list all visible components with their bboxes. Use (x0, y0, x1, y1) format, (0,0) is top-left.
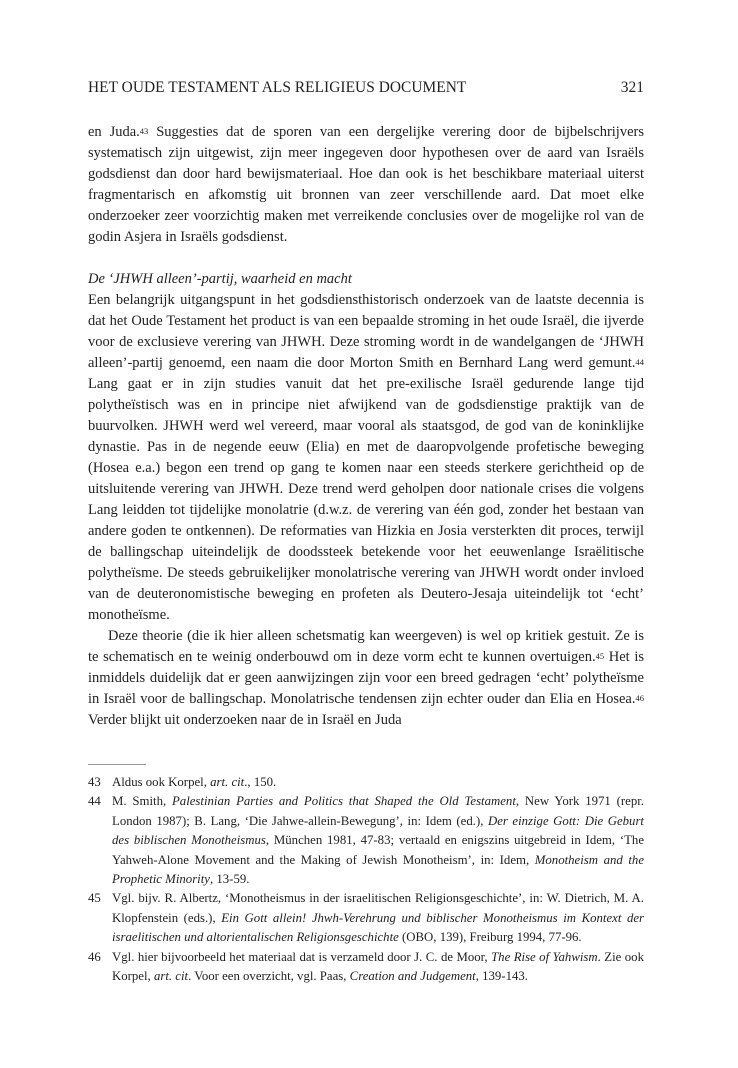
paragraph-text: Deze theorie (die ik hier alleen schetsmatig kan weergeven) is wel op kritiek gestuit. Ze is te schematisch en te weinig onderbouwd om in deze vorm echt te kunnen overtuigen. (88, 628, 644, 665)
footnote-text: Vgl. hier bijvoorbeeld het materiaal dat is verzameld door J. C. de Moor, The Rise of Yahwism. Zie ook Korpel, art. cit. Voor een overzicht, vgl. Paas, Creation and Judgement, 139-143. (112, 949, 644, 984)
running-header (88, 78, 644, 98)
paragraph-continuation (88, 122, 644, 248)
footnote-46 (88, 948, 644, 987)
paragraph-text: Suggesties dat de sporen van een dergelijke verering door de bijbelschrijvers systematisch zijn uitgewist, zijn meer ingegeven door hypothesen over de aard van Israëls godsdienst dan door hard bewijsmateriaal. Hoe dan ook is het beschikbare materiaal uiterst fragmentarisch en afkomstig uit bronnen van zeer verschillende aard. Dat moet elke onderzoeker zeer voorzichtig maken met verreikende conclusies over de mogelijke rol van de godin Asjera in Israëls godsdienst. (88, 124, 644, 245)
footnote-number: 44 (88, 794, 101, 809)
paragraph-text: Verder blijkt uit onderzoeken naar de in Israël en Juda (88, 712, 402, 728)
footnote-ref-44[interactable]: 44 (635, 357, 644, 367)
body-text (88, 122, 644, 731)
footnote-number: 46 (88, 949, 101, 964)
paragraph-text: Lang gaat er in zijn studies vanuit dat het pre-exilische Israël gedurende lange tijd polytheïstisch was en in principe niet afwijkend van de godsdienstige praktijk van de buurvolken. JHWH werd wel vereerd, maar vooral als staatsgod, de god van de koninklijke dynastie. Pas in de negende eeuw (Elia) en met de daaropvolgende profetische beweging (Hosea e.a.) begon een trend op gang te komen naar een steeds sterkere gerichtheid op de uitsluitende verering van JHWH. Deze trend werd geholpen door nationale crises die volgens Lang leidden tot tijdelijke monolatrie (d.w.z. de verering van één god, zonder het bestaan van andere goden te ontkennen). De reformaties van Hizkia en Josia versterkten dit proces, terwijl de ballingschap uiteindelijk de doodssteek betekende voor het eeuwenlange Israëlitische polytheïsme. De steeds gebruikelijker monolatrische verering van JHWH wordt onder invloed van de deuteronomistische beweging en profeten als Deutero-Jesaja uiteindelijk tot ‘echt’ monotheïsme. (88, 376, 644, 623)
footnote-ref-43[interactable]: 43 (139, 126, 149, 136)
footnote-number: 45 (88, 891, 101, 906)
footnote-text: Aldus ook Korpel, art. cit., 150. (112, 775, 277, 789)
footnote-43 (88, 773, 644, 792)
footnote-ref-45[interactable]: 45 (595, 651, 605, 661)
footnote-text: M. Smith, Palestinian Parties and Politics that Shaped the Old Testament, New York 1971 (repr. London 1987); B. Lang, ‘Die Jahwe-allein-Bewegung’, in: Idem (ed.), Der einzige Gott: Die Geburt des biblischen Monotheismus, München 1981, 47-83; vertaald en enigszins uitgebreid in Idem, ‘The Yahweh-Alone Movement and the Making of Jewish Monotheism’, in: Idem, Monotheism and the Prophetic Minority, 13-59. (112, 794, 645, 887)
footnote-text: Vgl. bijv. R. Albertz, ‘Monotheismus in der israelitischen Religionsgeschichte’, in: W. Dietrich, M. A. Klopfenstein (eds.), Ein Gott allein! Jhwh-Verehrung und biblischer Monotheismus im Kontext der israelitischen und altorientalischen Religionsgeschichte (OBO, 139), Freiburg 1994, 77-96. (112, 891, 644, 945)
section-heading: De ‘JHWH alleen’-partij, waarheid en macht (88, 271, 352, 287)
book-page (88, 0, 644, 1068)
running-header-title: HET OUDE TESTAMENT ALS RELIGIEUS DOCUMENT (88, 79, 467, 96)
footnote-number: 43 (88, 775, 101, 789)
page-number: 321 (620, 79, 644, 96)
paragraph (88, 626, 644, 731)
section (88, 269, 644, 626)
paragraph-text: Een belangrijk uitgangspunt in het godsdiensthistorisch onderzoek van de laatste decennia is dat het Oude Testament het product is van een bepaalde stroming in het oude Israël, die ijverde voor de exclusieve verering van JHWH. Deze stroming wordt in de wandelgangen de ‘JHWH alleen’-partij genoemd, een naam die door Morton Smith en Bernhard Lang werd gemunt. (88, 292, 644, 371)
footnote-44 (88, 792, 644, 889)
paragraph-text: en Juda. (88, 124, 140, 140)
footnote-ref-46[interactable]: 46 (635, 693, 644, 703)
footnotes (88, 773, 644, 986)
footnote-45 (88, 889, 644, 947)
footnote-divider (88, 764, 146, 765)
paragraph-text: Het is inmiddels duidelijk dat er geen aanwijzingen zijn voor een breed gedragen ‘echt’ polytheïsme in Israël voor de ballingschap. Monolatrische tendensen zijn echter ouder dan Elia en Hosea. (88, 649, 644, 707)
